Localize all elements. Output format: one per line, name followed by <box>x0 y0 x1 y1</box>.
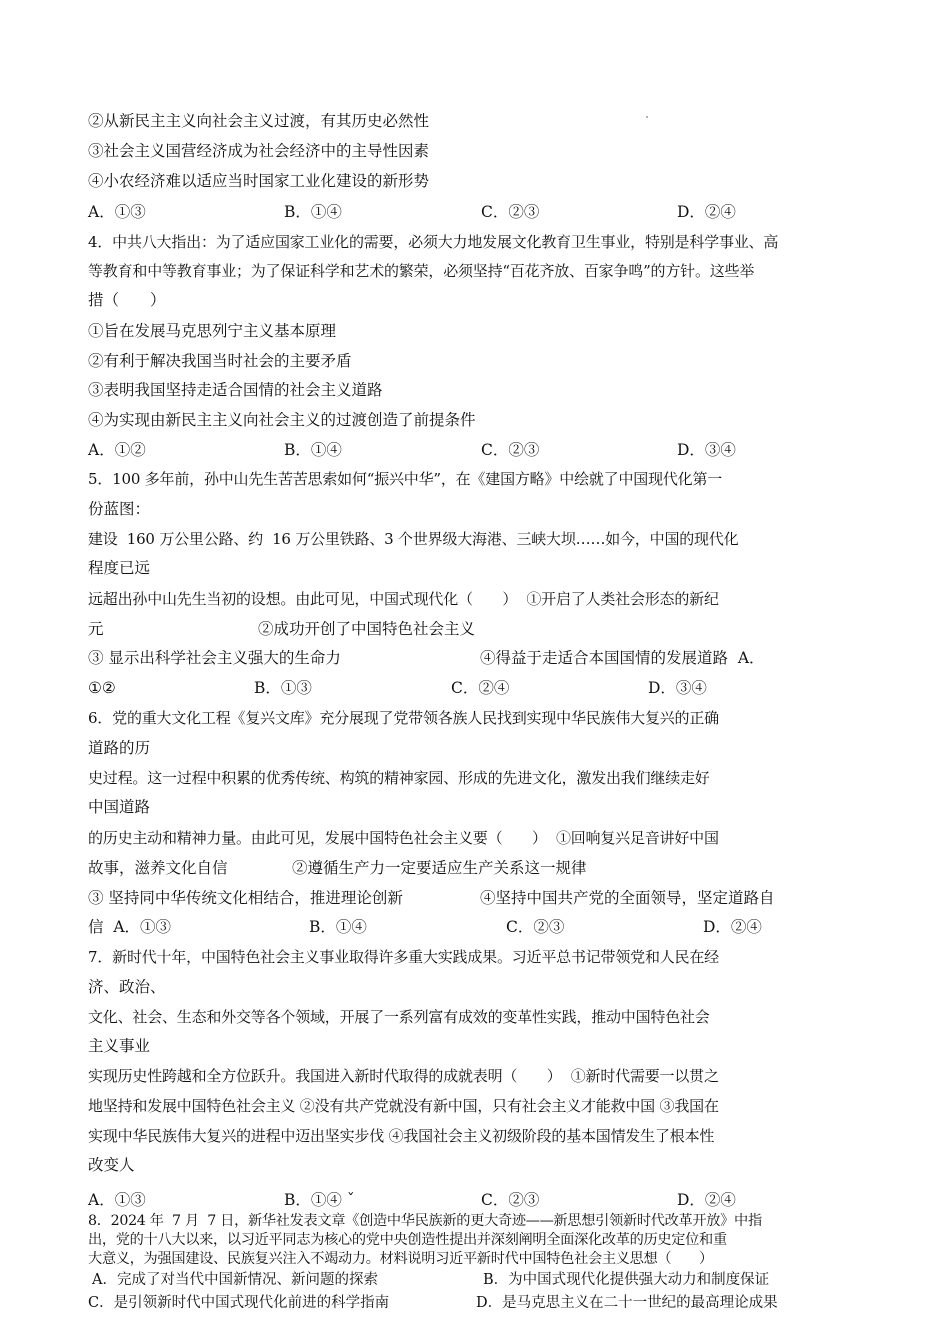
q6-item-4: ④坚持中国共产党的全面领导，坚定道路自 <box>480 889 775 907</box>
q4-option-b: B．①④ <box>284 441 342 459</box>
scan-speck <box>646 116 648 118</box>
q5-item-2: ②成功开创了中国特色社会主义 <box>258 620 476 638</box>
q6-option-d: D．②④ <box>703 918 762 936</box>
q4-option-a: A．①② <box>88 441 146 459</box>
q6-item-1-cont: 故事，滋养文化自信 <box>88 859 228 877</box>
q6-line-3: 史过程。这一过程中积累的优秀传统、构筑的精神家园、形成的先进文化，激发出我们继续走好 <box>88 769 710 787</box>
q5-option-d: D．③④ <box>648 679 707 697</box>
q8-line-3: 大意义，为强国建设、民族复兴注入不竭动力。材料说明习近平新时代中国特色社会主义思想（ ） <box>88 1251 713 1267</box>
q8-option-c: C．是引领新时代中国式现代化前进的科学指南 <box>88 1295 390 1311</box>
q8-option-b: B．为中国式现代化提供强大动力和制度保证 <box>483 1272 770 1288</box>
q5-line-4: 程度已远 <box>88 559 151 577</box>
q6-line-2: 道路的历 <box>88 739 151 757</box>
q4-option-d: D．③④ <box>677 441 736 459</box>
q3-item-2: ②从新民主主义向社会主义过渡，有其历史必然性 <box>88 112 430 130</box>
q7-option-a: A．①③ <box>88 1191 146 1209</box>
q5-line-3: 建设 160 万公里公路、约 16 万公里铁路、3 个世界级大海港、三峡大坝……如今，中国的现代化 <box>88 530 739 548</box>
q5-option-b: B．①③ <box>254 679 312 697</box>
q3-item-4: ④小农经济难以适应当时国家工业化建设的新形势 <box>88 172 430 190</box>
q5-line-5: 远超出孙中山先生当初的设想。由此可见，中国式现代化（ ） ①开启了人类社会形态的新纪 <box>88 590 719 608</box>
q3-option-c: C．②③ <box>481 203 540 221</box>
q6-item-4-end-and-option-a: 信 A．①③ <box>88 918 172 936</box>
q5-item-3: ③ 显示出科学社会主义强大的生命力 <box>88 649 341 667</box>
q7-line-4: 主义事业 <box>88 1037 151 1055</box>
q4-stem-line-2: 等教育和中等教育事业；为了保证科学和艺术的繁荣，必须坚持“百花齐放、百家争鸣”的方针。这些举 <box>88 262 755 280</box>
q3-item-3: ③社会主义国营经济成为社会经济中的主导性因素 <box>88 142 430 160</box>
q7-option-d: D．②④ <box>677 1191 736 1209</box>
q5-option-a-value: ①② <box>88 679 116 697</box>
q7-line-5: 实现历史性跨越和全方位跃升。我国进入新时代取得的成就表明（ ） ①新时代需要一以贯之 <box>88 1067 719 1085</box>
q7-line-7: 实现中华民族伟大复兴的进程中迈出坚实步伐 ④我国社会主义初级阶段的基本国情发生了根本性 <box>88 1127 715 1145</box>
q3-option-d: D．②④ <box>677 203 736 221</box>
q5-line-1: 5．100 多年前，孙中山先生苦苦思索如何“振兴中华”，在《建国方略》中绘就了中国现代化第一 <box>88 470 723 488</box>
q8-option-a: A．完成了对当代中国新情况、新问题的探索 <box>92 1272 378 1288</box>
q6-item-2: ②遵循生产力一定要适应生产关系这一规律 <box>292 859 587 877</box>
q7-line-6: 地坚持和发展中国特色社会主义 ②没有共产党就没有新中国，只有社会主义才能救中国 ③我国在 <box>88 1097 719 1115</box>
q7-line-1: 7．新时代十年，中国特色社会主义事业取得许多重大实践成果。习近平总书记带领党和人民在经 <box>88 948 719 966</box>
q6-item-3: ③ 坚持同中华传统文化相结合，推进理论创新 <box>88 889 403 907</box>
q6-line-1: 6．党的重大文化工程《复兴文库》充分展现了党带领各族人民找到实现中华民族伟大复兴的正确 <box>88 709 719 727</box>
q6-line-4: 中国道路 <box>88 798 151 816</box>
q5-line-2: 份蓝图： <box>88 500 151 518</box>
q6-option-c: C．②③ <box>506 918 565 936</box>
q4-stem-line-1: 4．中共八大指出：为了适应国家工业化的需要，必须大力地发展文化教育卫生事业，特别是科学事业、高 <box>88 233 779 251</box>
q4-item-3: ③表明我国坚持走适合国情的社会主义道路 <box>88 381 383 399</box>
q5-item-4-and-option-a: ④得益于走适合本国国情的发展道路 A． <box>480 649 765 667</box>
q8-line-1: 8．2024 年 7 月 7 日，新华社发表文章《创造中华民族新的更大奇迹——新思想引领新时代改革开放》中指 <box>88 1213 762 1229</box>
q7-option-b: B．①④ ˇ <box>284 1191 355 1209</box>
q8-line-2: 出，党的十八大以来，以习近平同志为核心的党中央创造性提出并深刻阐明全面深化改革的历史定位和重 <box>88 1232 727 1248</box>
q3-option-b: B．①④ <box>284 203 342 221</box>
q6-line-5: 的历史主动和精神力量。由此可见，发展中国特色社会主义要（ ） ①回响复兴足音讲好中国 <box>88 829 719 847</box>
q4-item-4: ④为实现由新民主主义向社会主义的过渡创造了前提条件 <box>88 411 476 429</box>
q6-option-b: B．①④ <box>309 918 367 936</box>
q7-line-2: 济、政治、 <box>88 978 166 996</box>
q7-option-c: C．②③ <box>481 1191 540 1209</box>
q4-option-c: C．②③ <box>481 441 540 459</box>
q7-line-3: 文化、社会、生态和外交等各个领域，开展了一系列富有成效的变革性实践，推动中国特色社会 <box>88 1008 710 1026</box>
q8-option-d: D．是马克思主义在二十一世纪的最高理论成果 <box>476 1295 778 1311</box>
q5-line-6: 元 <box>88 620 104 638</box>
q4-stem-line-3: 措（ ） <box>88 291 166 309</box>
q5-option-c: C．②④ <box>451 679 510 697</box>
q7-line-8: 改变人 <box>88 1156 135 1174</box>
q3-option-a: A．①③ <box>88 203 146 221</box>
q4-item-2: ②有利于解决我国当时社会的主要矛盾 <box>88 352 352 370</box>
q4-item-1: ①旨在发展马克思列宁主义基本原理 <box>88 322 337 340</box>
